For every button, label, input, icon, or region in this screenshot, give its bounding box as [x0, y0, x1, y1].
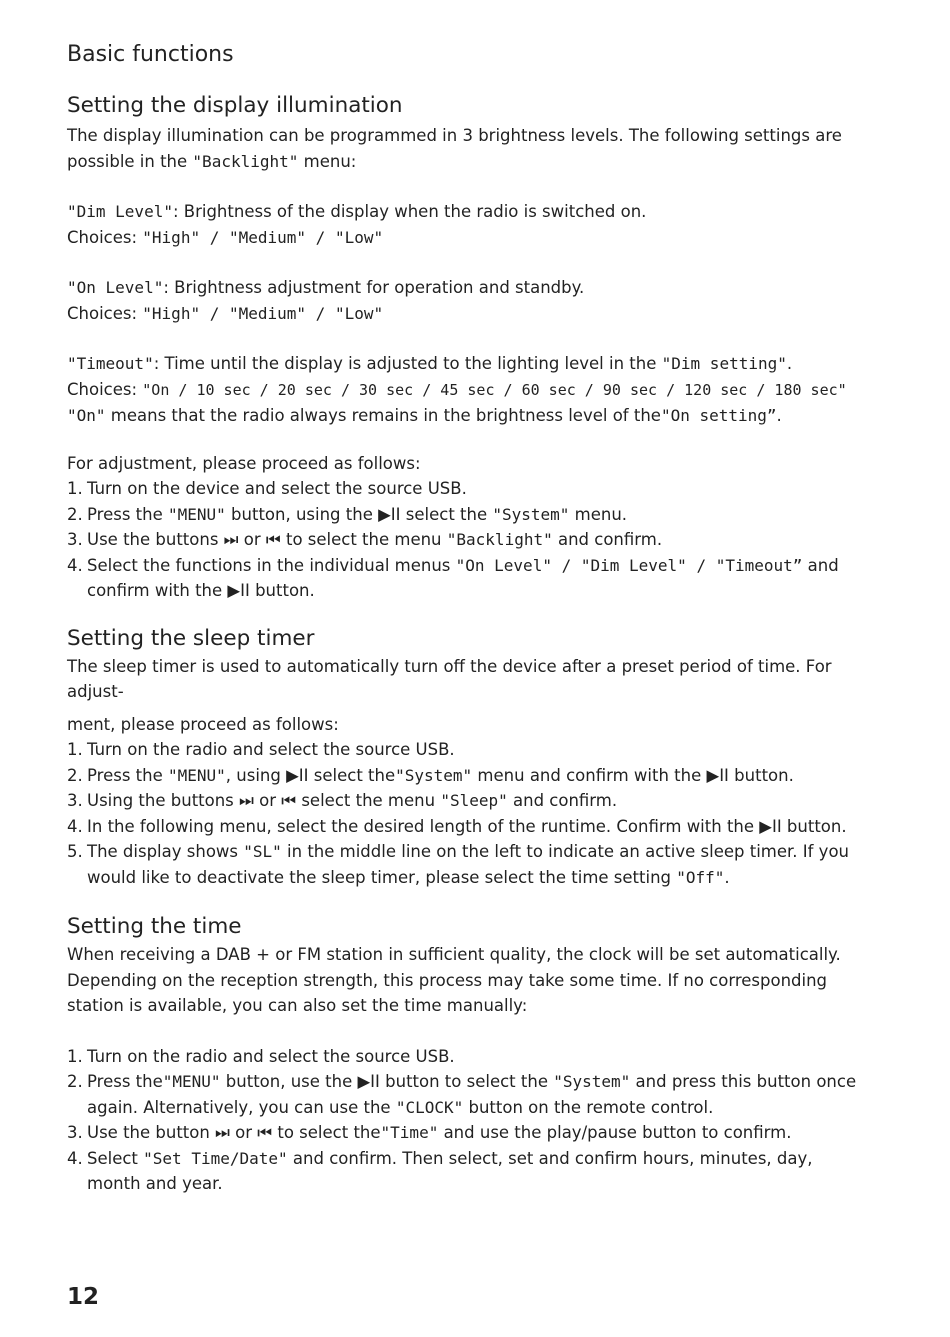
page-number: 12 — [67, 1284, 100, 1310]
section-title-display-illumination: Setting the display illumination — [67, 93, 403, 118]
adjustment-intro: For adjustment, please proceed as follows: — [67, 453, 421, 473]
sleep-timer-intro-continued: ment, please proceed as follows: — [67, 714, 339, 734]
illumination-intro: The display illumination can be programmed in 3 brightness levels. The following settings are possible in the "Backlight" menu: — [67, 126, 842, 171]
list-item: 4. Select the functions in the individual menus "On Level" / "Dim Level" / "Timeout” and confirm with the ▶II button. — [67, 555, 839, 600]
list-item: 1. Turn on the device and select the source USB. — [67, 479, 467, 498]
time-intro: When receiving a DAB + or FM station in sufficient quality, the clock will be set automatically. Depending on the reception strength, this process may take some time. If no corresponding station is available, you can also set the time manually: — [67, 945, 841, 1015]
list-item: 3. Using the buttons ⏭ or ⏮ select the menu "Sleep" and confirm. — [67, 791, 618, 810]
sleep-timer-steps — [67, 737, 867, 890]
time-steps — [67, 1044, 867, 1197]
section-title-time: Setting the time — [67, 914, 242, 939]
page-header: Basic functions — [67, 42, 234, 67]
list-item: 4. Select "Set Time/Date" and confirm. Then select, set and confirm hours, minutes, day, month and year. — [67, 1148, 813, 1193]
list-item: 1. Turn on the radio and select the source USB. — [67, 1046, 455, 1066]
list-item: 4. In the following menu, select the desired length of the runtime. Confirm with the ▶II button. — [67, 816, 847, 836]
section-title-sleep-timer: Setting the sleep timer — [67, 625, 315, 651]
sleep-timer-intro: The sleep timer is used to automatically turn off the device after a preset period of time. For adjust- — [67, 656, 832, 701]
list-item: 3. Use the buttons ⏭ or ⏮ to select the menu "Backlight" and confirm. — [67, 530, 663, 549]
on-level-description: "On Level": Brightness adjustment for operation and standby. — [67, 278, 585, 297]
timeout-description: "Timeout": Time until the display is adjusted to the lighting level in the "Dim setting". — [67, 354, 793, 373]
list-item: 2. Press the "MENU", using ▶II select the"System" menu and confirm with the ▶II button. — [67, 765, 794, 785]
dim-level-description: "Dim Level": Brightness of the display when the radio is switched on. — [67, 202, 647, 221]
list-item: 2. Press the "MENU" button, using the ▶II select the "System" menu. — [67, 504, 628, 524]
on-means-note: "On" means that the radio always remains in the brightness level of the"On setting”. — [67, 406, 782, 425]
list-item: 3. Use the button ⏭ or ⏮ to select the"Time" and use the play/pause button to confirm. — [67, 1123, 792, 1142]
on-level-choices: Choices: "High" / "Medium" / "Low" — [67, 303, 384, 323]
page-content — [67, 40, 867, 1197]
dim-level-choices: Choices: "High" / "Medium" / "Low" — [67, 227, 384, 247]
list-item: 2. Press the"MENU" button, use the ▶II button to select the "System" and press this button once again. Alternatively, you can use the "CLOCK" button on the remote control. — [67, 1072, 857, 1117]
list-item: 5. The display shows "SL" in the middle line on the left to indicate an active sleep timer. If you would like to deactivate the sleep timer, please select the time setting "Off". — [67, 842, 849, 887]
illumination-steps — [67, 476, 867, 604]
timeout-choices: Choices: "On / 10 sec / 20 sec / 30 sec / 45 sec / 60 sec / 90 sec / 120 sec / 180 sec" — [67, 379, 847, 399]
list-item: 1. Turn on the radio and select the source USB. — [67, 740, 455, 759]
